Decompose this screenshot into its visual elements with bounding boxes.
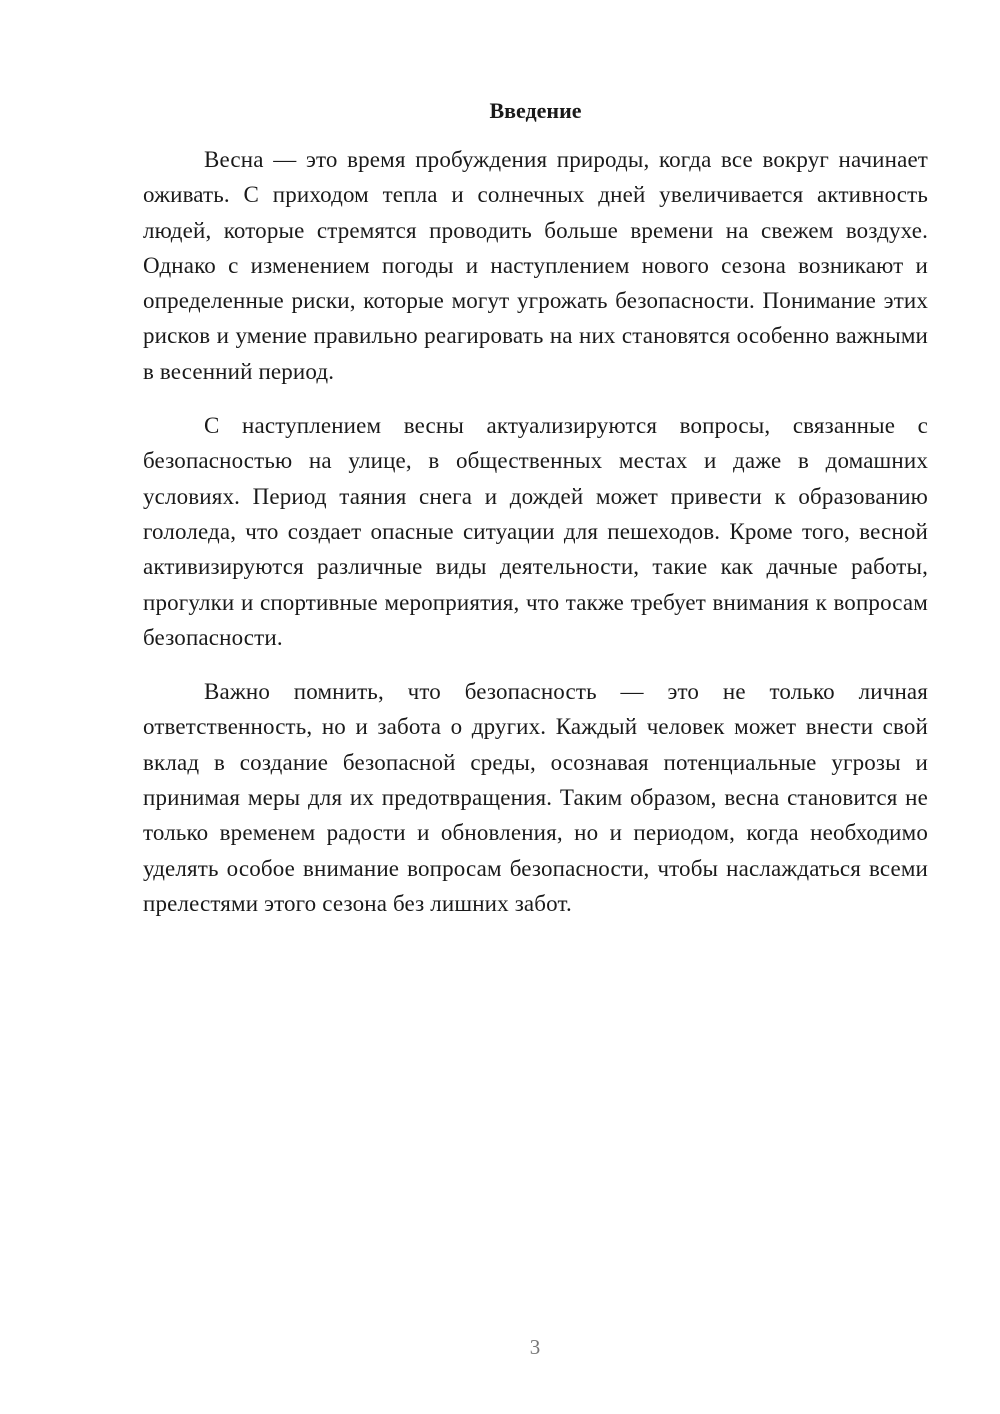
paragraph-2: С наступлением весны актуализируются вопросы, связанные с безопасностью на улице, в общественных местах и даже в домашних условиях. Период таяния снега и дождей может привести к образованию гололеда, что создает опасные ситуации для пешеходов. Кроме того, весной активизируются различные виды деятельности, такие как дачные работы, прогулки и спортивные мероприятия, что также требует внимания к вопросам безопасности.: [143, 413, 928, 650]
paragraph-3: Важно помнить, что безопасность — это не только личная ответственность, но и забота о других. Каждый человек может внести свой вклад в создание безопасной среды, осознавая потенциальные угрозы и принимая меры для их предотвращения. Таким образом, весна становится не только временем радости и обновления, но и периодом, когда необходимо уделять особое внимание вопросам безопасности, чтобы наслаждаться всеми прелестями этого сезона без лишних забот.: [143, 679, 928, 916]
page-number: 3: [529, 1335, 541, 1359]
paragraph-1: Весна — это время пробуждения природы, когда все вокруг начинает оживать. С приходом тепла и солнечных дней увеличивается активность людей, которые стремятся проводить больше времени на свежем воздухе. Однако с изменением погоды и наступлением нового сезона возникают и определенные риски, которые могут угрожать безопасности. Понимание этих рисков и умение правильно реагировать на них становятся особенно важными в весенний период.: [143, 147, 928, 384]
section-heading: Введение: [489, 98, 582, 123]
body-text: [143, 142, 928, 940]
